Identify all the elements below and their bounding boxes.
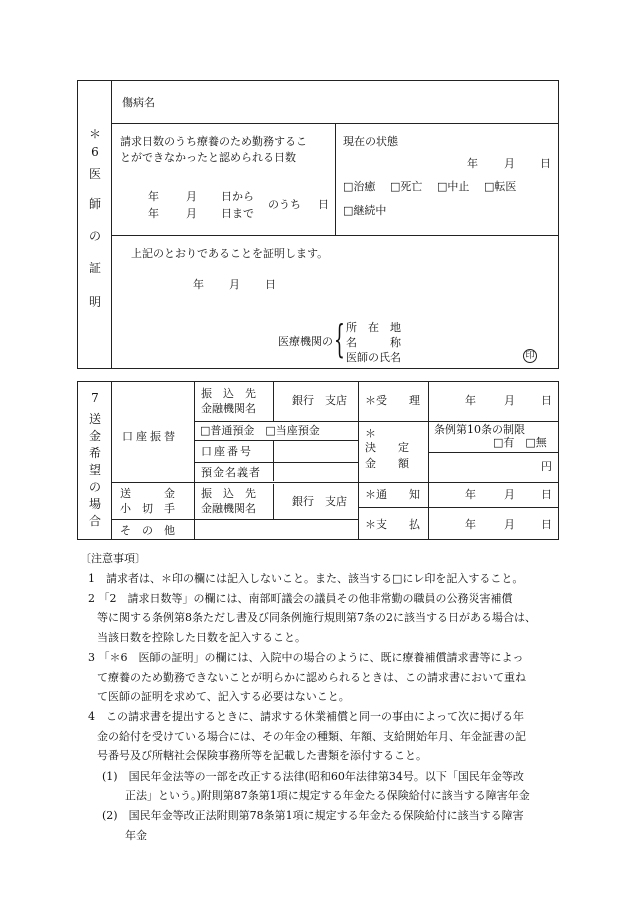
note-line: 年金 <box>125 829 147 842</box>
note-line: 当該日数を控除した日数を記入すること。 <box>97 631 306 644</box>
divider <box>358 482 559 483</box>
address-label: 所 在 地 <box>346 321 401 334</box>
notice-year: 年 <box>465 488 476 501</box>
certify-year: 年 <box>193 278 204 291</box>
name-label: 名 称 <box>346 336 401 349</box>
note-line: 正法」という。)附則第87条第1項に規定する年金たる保険給付に該当する障害年金 <box>125 789 530 802</box>
status-month: 月 <box>504 157 515 170</box>
status-transferred-checkbox[interactable]: □転医 <box>484 180 517 193</box>
note-line: て医師の証明を求めて、記入する必要はないこと。 <box>97 690 350 703</box>
remittance-section-label: 7 送 金 希 望 の 場 合 <box>88 391 101 528</box>
doctor-name-label: 医師の氏名 <box>346 351 401 364</box>
payment-month: 月 <box>504 518 515 531</box>
divider <box>111 235 559 236</box>
remit-check-label-2: 小 切 手 <box>120 502 175 515</box>
divider <box>273 440 274 481</box>
received-month: 月 <box>504 394 515 407</box>
to-month: 月 <box>186 207 197 220</box>
note-line: (2) 国民年金等改正法附則第78条第1項に規定する年金たる保険給付に該当する障害 <box>102 809 524 822</box>
payment-year: 年 <box>465 518 476 531</box>
divider <box>194 462 358 463</box>
transfer-bank-label-2: 金融機関名 <box>201 502 256 515</box>
divider <box>111 519 358 520</box>
transfer-dest-label-2: 振 込 先 <box>201 487 256 500</box>
to-year: 年 <box>148 207 159 220</box>
note-line: 1 請求者は、＊印の欄には記入しないこと。また、該当する□にレ印を記入すること。 <box>88 572 524 585</box>
note-line: て療養のため勤務できないことが明らかに認められるときは、この請求書において重ね <box>97 671 526 684</box>
received-year: 年 <box>465 394 476 407</box>
divider <box>358 421 559 422</box>
divider <box>358 381 359 540</box>
within-label: のうち <box>268 198 301 211</box>
status-deceased-checkbox[interactable]: □死亡 <box>390 180 423 193</box>
days-label-line2: とができなかったと認められる日数 <box>120 151 296 164</box>
status-label: 現在の状態 <box>343 135 398 148</box>
certify-text: 上記のとおりであることを証明します。 <box>131 247 329 260</box>
status-cured-checkbox[interactable]: □治癒 <box>343 180 376 193</box>
divider <box>273 484 274 519</box>
status-continuing-checkbox[interactable]: □継続中 <box>343 204 387 217</box>
note-line: 4 この請求書を提出するときに、請求する休業補償と同一の事由によって次に掲げる年 <box>88 710 524 723</box>
limit-checkboxes[interactable]: □有 □無 <box>493 436 547 449</box>
notes-heading: 〔注意事項〕 <box>80 552 146 565</box>
notice-label: ＊通 知 <box>365 488 420 501</box>
note-line: 2 「2 請求日数等」の欄には、南部町議会の議員その他非常勤の職員の公務災害補償 <box>88 592 513 605</box>
bank-branch-label: 銀行 支店 <box>292 394 347 407</box>
received-day: 日 <box>541 394 552 407</box>
status-discontinued-checkbox[interactable]: □中止 <box>437 180 470 193</box>
to-day: 日まで <box>221 207 254 220</box>
payment-label: ＊支 払 <box>365 518 420 531</box>
certify-day: 日 <box>265 278 276 291</box>
divider <box>428 381 429 540</box>
note-line: 号番号及び所轄社会保険事務所等を記載した書類を添付すること。 <box>97 749 427 762</box>
divider <box>111 381 112 540</box>
note-line: (1) 国民年金法等の一部を改正する法律(昭和60年法律第34号。以下「国民年金等改 <box>102 770 524 783</box>
divider <box>273 381 274 421</box>
transfer-bank-label: 金融機関名 <box>201 402 256 415</box>
days-unit: 日 <box>318 198 329 211</box>
payment-day: 日 <box>541 518 552 531</box>
certify-month: 月 <box>229 278 240 291</box>
decision-label-1: 決 定 <box>365 441 409 454</box>
divider <box>194 421 358 422</box>
decision-star: ＊ <box>365 427 376 440</box>
from-year: 年 <box>148 190 159 203</box>
bank-branch-label-2: 銀行 支店 <box>292 495 347 508</box>
doctor-section-label: ＊ 6 医 師 の 証 明 <box>88 127 101 309</box>
account-number-label: 口座番号 <box>201 445 253 458</box>
remit-check-label-1: 送 金 <box>120 487 175 500</box>
received-label: ＊受 理 <box>365 394 420 407</box>
divider <box>358 507 559 508</box>
divider <box>428 452 559 453</box>
seal-icon: 印 <box>523 349 537 363</box>
note-line: 金の給付を受けている場合には、その年金の種類、年額、支給開始年月、年金証書の記 <box>97 730 526 743</box>
note-line: 等に関する条例第8条ただし書及び同条例施行規則第7条の2に該当する日がある場合は、 <box>97 611 536 624</box>
status-year: 年 <box>467 157 478 170</box>
divider <box>194 381 195 540</box>
days-label-line1: 請求日数のうち療養のため勤務するこ <box>120 135 307 148</box>
divider <box>111 482 358 483</box>
brace-icon: { <box>334 317 345 361</box>
account-holder-label: 預金名義者 <box>201 466 261 479</box>
other-label: そ の 他 <box>120 524 175 537</box>
decision-label-2: 金 額 <box>365 457 409 470</box>
bank-transfer-label: 口座振替 <box>122 430 178 443</box>
limit-label: 条例第10条の制限 <box>434 423 525 436</box>
from-month: 月 <box>186 190 197 203</box>
notice-day: 日 <box>541 488 552 501</box>
divider <box>335 123 336 235</box>
deposit-type-checkboxes[interactable]: □普通預金 □当座預金 <box>200 424 320 437</box>
divider <box>194 440 358 441</box>
transfer-dest-label: 振 込 先 <box>201 387 256 400</box>
notice-month: 月 <box>504 488 515 501</box>
from-day: 日から <box>221 190 254 203</box>
status-day: 日 <box>540 157 551 170</box>
yen-label: 円 <box>541 460 552 473</box>
injury-name-label: 傷病名 <box>122 96 155 109</box>
note-line: 3 「＊6 医師の証明」の欄には、入院中の場合のように、既に療養補償請求書等によっ <box>88 651 524 664</box>
institution-label: 医療機関の <box>278 335 333 348</box>
